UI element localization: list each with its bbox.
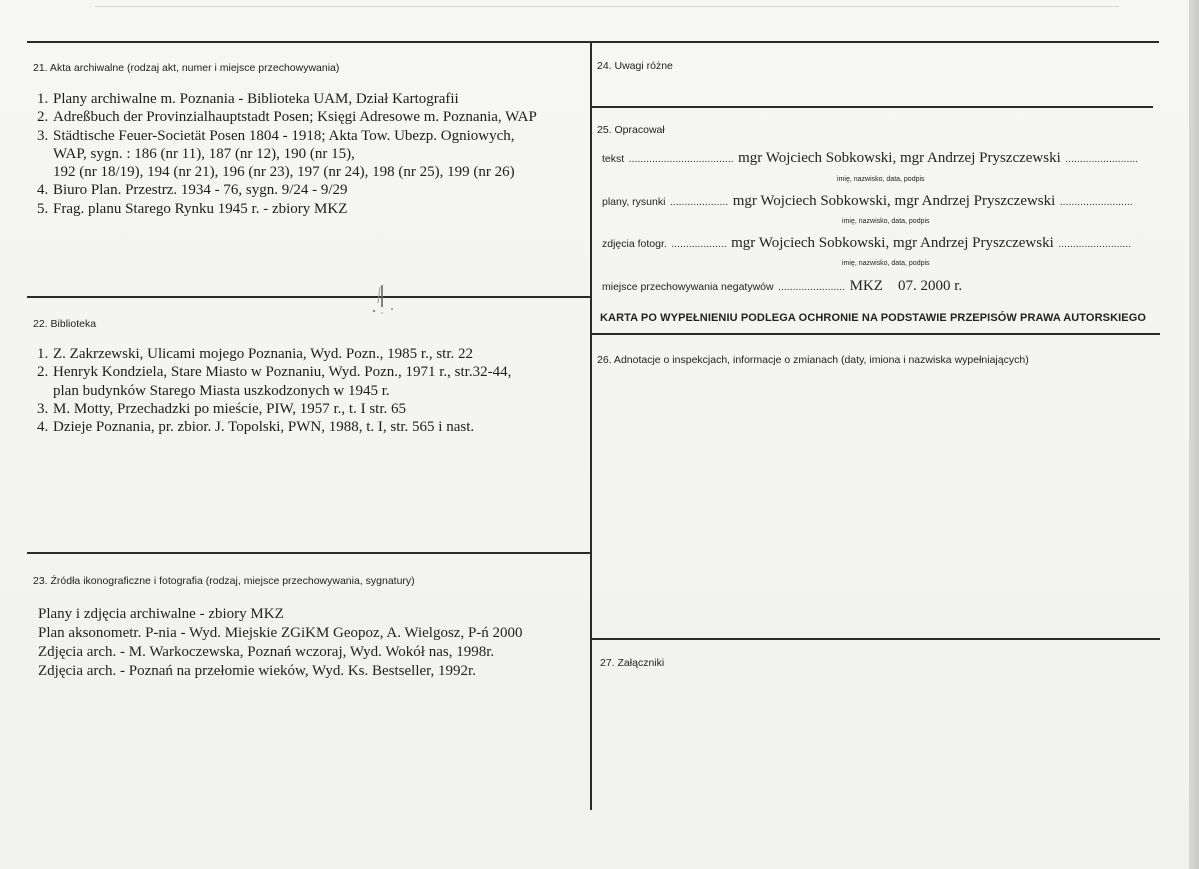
list-item: [37, 400, 511, 418]
section-25-title: 25. Opracował: [597, 124, 665, 136]
section-21-title: 21. Akta archiwalne (rodzaj akt, numer i miejsce przechowywania): [33, 62, 340, 74]
negatives-label: miejsce przechowywania negatywów: [602, 281, 774, 293]
list-item-line: Frag. planu Starego Rynku 1945 r. - zbiory MKZ: [53, 200, 348, 217]
top-border: [27, 41, 1159, 43]
list-item-line: Plany archiwalne m. Poznania - Biblioteka UAM, Dział Kartografii: [53, 91, 459, 107]
section-27-title: 27. Załączniki: [600, 657, 665, 669]
author-row-text: [602, 149, 1138, 167]
negatives-dots: .......................: [778, 281, 846, 293]
section-23-title: 23. Źródła ikonograficzne i fotografia (rodzaj, miejsce przechowywania, sygnatury): [33, 575, 415, 587]
author-row-hint: imię, nazwisko, data, podpis: [842, 260, 930, 267]
list-item-number: 4.: [37, 182, 49, 199]
list-item-number: 5.: [37, 200, 49, 217]
author-row-tail: .........................: [1059, 196, 1133, 208]
negatives-value: MKZ 07. 2000 r.: [849, 278, 963, 294]
divider-25-26: [592, 333, 1160, 335]
author-row-tail: .........................: [1058, 238, 1132, 250]
ink-smudge-icon: [368, 283, 398, 323]
list-item-number: 2.: [37, 109, 49, 126]
author-row-hint: imię, nazwisko, data, podpis: [837, 176, 925, 183]
section-22-title: 22. Biblioteka: [33, 318, 97, 330]
list-item-number: 3.: [37, 127, 49, 144]
author-row-tail: .........................: [1065, 153, 1139, 165]
list-item: [37, 90, 537, 108]
list-item-line: Biuro Plan. Przestrz. 1934 - 76, sygn. 9/24 - 9/29: [53, 182, 348, 199]
list-item-line: Dzieje Poznania, pr. zbior. J. Topolski, PWN, 1988, t. I, str. 565 i nast.: [53, 419, 475, 436]
list-item-line: Adreßbuch der Provinzialhauptstadt Posen; Księgi Adresowe m. Poznania, WAP: [53, 109, 537, 126]
page-edge-shadow: [1189, 0, 1199, 869]
source-line-3: Zdjęcia arch. - M. Warkoczewska, Poznań wczoraj, Wyd. Wokół nas, 1998r.: [38, 644, 495, 660]
list-item-number: 1.: [37, 91, 49, 107]
author-row-hint: imię, nazwisko, data, podpis: [842, 218, 930, 225]
source-line-4: Zdjęcia arch. - Poznań na przełomie wieków, Wyd. Ks. Bestseller, 1992r.: [38, 663, 476, 679]
list-item-line: Henryk Kondziela, Stare Miasto w Poznaniu, Wyd. Pozn., 1971 r., str.32-44,: [53, 364, 512, 381]
list-item-number: 4.: [37, 419, 49, 436]
list-item-line: 192 (nr 18/19), 194 (nr 21), 196 (nr 23), 197 (nr 24), 198 (nr 25), 199 (nr 26): [53, 164, 515, 181]
author-row-dots: ...................: [671, 238, 727, 250]
center-divider: [590, 42, 592, 810]
author-row-value: mgr Wojciech Sobkowski, mgr Andrzej Pryszczewski: [738, 150, 1061, 166]
author-row-value: mgr Wojciech Sobkowski, mgr Andrzej Pryszczewski: [731, 235, 1054, 251]
list-item-number: 2.: [37, 364, 49, 381]
divider-26-27: [592, 638, 1160, 640]
divider-24-25: [592, 106, 1153, 108]
list-item: [37, 363, 511, 400]
list-item: [37, 418, 511, 436]
top-faint-line: [95, 6, 1119, 7]
divider-22-23: [27, 552, 591, 554]
list-item: [37, 345, 511, 363]
author-row-label: plany, rysunki: [602, 196, 666, 208]
source-line-2: Plan aksonometr. P-nia - Wyd. Miejskie ZGiKM Geopoz, A. Wielgosz, P-ń 2000: [38, 625, 523, 641]
list-item: [37, 181, 537, 199]
author-row-label: tekst: [602, 153, 625, 165]
list-item-line: Städtische Feuer-Societät Posen 1804 - 1918; Akta Tow. Ubezp. Ogniowych,: [53, 127, 515, 144]
section-26-title: 26. Adnotacje o inspekcjach, informacje o zmianach (daty, imiona i nazwiska wypełniających): [597, 354, 1029, 366]
author-row-dots: ....................................: [628, 153, 734, 165]
list-item-line: WAP, sygn. : 186 (nr 11), 187 (nr 12), 190 (nr 15),: [53, 145, 355, 162]
section-21-list: [37, 90, 537, 218]
section-22-list: [37, 345, 511, 436]
list-item-number: 3.: [37, 400, 49, 417]
list-item: [37, 200, 537, 218]
author-row-value: mgr Wojciech Sobkowski, mgr Andrzej Pryszczewski: [732, 193, 1056, 209]
author-row-plans: [602, 192, 1133, 210]
section-24-title: 24. Uwagi różne: [597, 60, 673, 72]
source-line-1: Plany i zdjęcia archiwalne - zbiory MKZ: [38, 606, 284, 622]
list-item: [37, 108, 537, 126]
list-item-line: Z. Zakrzewski, Ulicami mojego Poznania, Wyd. Pozn., 1985 r., str. 22: [53, 346, 473, 362]
list-item-line: plan budynków Starego Miasta uszkodzonych w 1945 r.: [53, 382, 390, 399]
copyright-notice: KARTA PO WYPEŁNIENIU PODLEGA OCHRONIE NA PODSTAWIE PRZEPISÓW PRAWA AUTORSKIEGO: [600, 312, 1147, 324]
negatives-row: [602, 277, 962, 295]
list-item: [37, 127, 537, 182]
list-item-number: 1.: [37, 346, 49, 362]
list-item-line: M. Motty, Przechadzki po mieście, PIW, 1957 r., t. I str. 65: [53, 400, 407, 417]
divider-21-22: [27, 296, 591, 298]
author-row-photos: [602, 234, 1131, 252]
author-row-dots: ....................: [669, 196, 729, 208]
author-row-label: zdjęcia fotogr.: [602, 238, 667, 250]
